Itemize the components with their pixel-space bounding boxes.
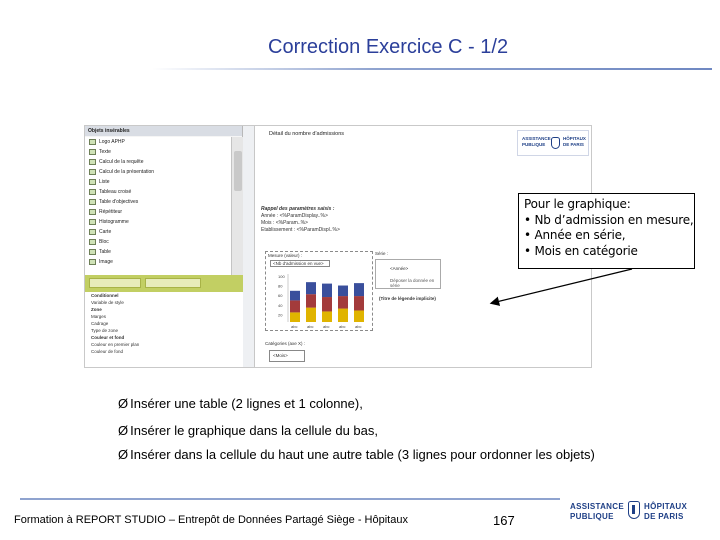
properties-tab[interactable]	[89, 278, 141, 288]
x-tick-label: abc	[291, 324, 298, 329]
measure-drop-box[interactable]: <Nb d'admission en vue>	[270, 260, 330, 267]
object-list-item[interactable]	[85, 167, 231, 177]
series-label: Série :	[375, 251, 389, 256]
property-row[interactable]: Marges	[91, 314, 107, 319]
properties-list	[85, 292, 243, 368]
arrow-bullet-icon: Ø	[118, 447, 129, 462]
bar-segment	[338, 296, 348, 308]
object-list-item[interactable]	[85, 187, 231, 197]
legend-title: (Titre de légende implicite)	[379, 296, 436, 301]
category-label: Catégories (axe X) :	[265, 341, 306, 346]
bar-segment	[290, 312, 300, 322]
arrow-bullet-icon: Ø	[118, 423, 129, 438]
object-list-label: Calcul de la requête	[99, 159, 144, 165]
callout-line: • Année en série,	[524, 228, 626, 243]
vertical-explorer-tabs[interactable]	[243, 126, 255, 368]
object-type-icon	[89, 189, 96, 195]
object-list-item[interactable]	[85, 257, 231, 267]
object-type-icon	[89, 179, 96, 185]
object-list-label: Carte	[99, 229, 112, 235]
footer-divider	[20, 498, 560, 500]
property-row[interactable]: Variable de style	[91, 300, 124, 305]
properties-toolbar	[85, 275, 243, 292]
y-tick-label: 40	[278, 302, 283, 308]
object-list-label: Logo APHP	[99, 139, 125, 145]
x-tick-label: abc	[355, 324, 362, 329]
footer-text: Formation à REPORT STUDIO – Entrepôt de Données Partagé Siège - Hôpitaux	[14, 514, 408, 526]
object-type-icon	[89, 139, 96, 145]
object-list-label: Table	[99, 249, 111, 255]
chart-drop-zone[interactable]	[265, 251, 373, 331]
callout-line: • Mois en catégorie	[524, 243, 638, 258]
object-list-label: Liste	[99, 179, 110, 185]
y-tick-label: 100	[278, 274, 285, 279]
panel-scrollbar[interactable]	[231, 137, 243, 275]
chart-instructions-callout	[518, 193, 695, 269]
bar-segment	[354, 310, 364, 322]
footer-logo-left: ASSISTANCE PUBLIQUE	[570, 502, 624, 521]
object-type-icon	[89, 149, 96, 155]
bar-segment	[306, 308, 316, 322]
object-list-item[interactable]	[85, 237, 231, 247]
object-list-item[interactable]	[85, 247, 231, 257]
object-type-icon	[89, 239, 96, 245]
aphp-logo	[517, 130, 589, 156]
x-tick-label: abc	[339, 324, 346, 329]
bar-segment	[322, 297, 332, 311]
property-row[interactable]: Type de zone	[91, 328, 119, 333]
object-list-item[interactable]	[85, 207, 231, 217]
bar-segment	[290, 300, 300, 312]
params-heading: Rappel des paramètres saisis :	[261, 206, 335, 212]
report-studio-screenshot	[84, 125, 592, 368]
object-list-label: Répétiteur	[99, 209, 123, 215]
object-type-icon	[89, 219, 96, 225]
object-list-label: Table d'objectives	[99, 199, 139, 205]
logo-seal-icon	[551, 137, 560, 149]
object-type-icon	[89, 249, 96, 255]
object-list-item[interactable]	[85, 157, 231, 167]
object-list-item[interactable]	[85, 227, 231, 237]
param-line: Etablissement : <%ParamDispl..%>	[261, 227, 340, 233]
property-group-header[interactable]: Couleur et fond	[91, 335, 125, 340]
title-divider	[152, 68, 712, 70]
object-list	[85, 137, 231, 275]
property-group-header[interactable]: Conditionnel	[91, 293, 119, 298]
arrow-bullet-icon: Ø	[118, 396, 129, 411]
object-list-item[interactable]	[85, 197, 231, 207]
footer-logo-seal-icon	[628, 501, 640, 519]
object-list-item[interactable]	[85, 137, 231, 147]
y-tick-label: 60	[278, 293, 283, 299]
bullet-item: Ø Insérer une table (2 lignes et 1 colonne),	[118, 396, 363, 411]
bar-segment	[290, 291, 300, 301]
series-drop-zone[interactable]	[375, 259, 441, 289]
category-drop-box[interactable]: <Mois>	[269, 350, 305, 362]
object-list-label: Histogramme	[99, 219, 129, 225]
bar-segment	[338, 286, 348, 297]
object-list-item[interactable]	[85, 147, 231, 157]
x-tick-label: abc	[307, 324, 314, 329]
param-line: Mois : <%Param..%>	[261, 220, 308, 226]
insertable-objects-panel	[85, 126, 243, 368]
bar-segment	[338, 309, 348, 322]
bullet-item: Ø Insérer le graphique dans la cellule du bas,	[118, 423, 379, 438]
y-tick-label: 80	[278, 283, 283, 289]
bar-segment	[354, 283, 364, 296]
properties-path-tab[interactable]	[145, 278, 201, 288]
slide-title: Correction Exercice C - 1/2	[268, 36, 509, 58]
object-list-item[interactable]	[85, 217, 231, 227]
object-list-item[interactable]	[85, 177, 231, 187]
object-type-icon	[89, 159, 96, 165]
bar-segment	[306, 294, 316, 307]
footer-logo-right: HÔPITAUX DE PARIS	[644, 502, 688, 521]
object-list-label: Image	[99, 259, 113, 265]
series-placeholder-hint: Déposer la donnée en série	[390, 278, 435, 288]
object-type-icon	[89, 169, 96, 175]
bar-segment	[306, 282, 316, 294]
object-type-icon	[89, 199, 96, 205]
property-group-header[interactable]: Zone	[91, 307, 102, 312]
object-list-label: Bloc	[99, 239, 109, 245]
stacked-bar-chart	[266, 252, 374, 332]
object-list-label: Tableau croisé	[99, 189, 132, 195]
series-placeholder: <Année>	[390, 266, 409, 271]
object-list-label: Calcul de la présentation	[99, 169, 155, 175]
y-tick-label: 20	[278, 312, 283, 318]
x-tick-label: abc	[323, 324, 330, 329]
bar-segment	[322, 284, 332, 297]
callout-line: Pour le graphique:	[524, 197, 631, 211]
bullet-item: Ø Insérer dans la cellule du haut une autre table (3 lignes pour ordonner les objets)	[118, 447, 595, 462]
report-title: Détail du nombre d'admissions	[269, 131, 345, 137]
object-type-icon	[89, 259, 96, 265]
scrollbar-thumb[interactable]	[234, 151, 242, 191]
logo-text-left: ASSISTANCE PUBLIQUE	[522, 136, 551, 147]
bar-segment	[354, 296, 364, 310]
object-list-label: Texte	[99, 149, 111, 155]
object-type-icon	[89, 229, 96, 235]
bar-segment	[322, 311, 332, 322]
property-row[interactable]: Couleur de fond	[91, 349, 124, 354]
object-type-icon	[89, 209, 96, 215]
param-line: Année : <%ParamDisplay..%>	[261, 213, 328, 219]
panel-header: Objets insérables	[85, 126, 242, 136]
callout-line: • Nb d’admission en mesure,	[524, 212, 694, 227]
property-row[interactable]: Couleur en premier plan	[91, 342, 140, 347]
logo-text-right: HÔPITAUX DE PARIS	[563, 136, 586, 147]
parameters-recap	[261, 206, 381, 234]
footer-aphp-logo	[566, 498, 712, 526]
property-row[interactable]: Cadrage	[91, 321, 109, 326]
measure-label: Mesure (valeur) :	[268, 253, 303, 258]
page-number: 167	[493, 513, 515, 528]
